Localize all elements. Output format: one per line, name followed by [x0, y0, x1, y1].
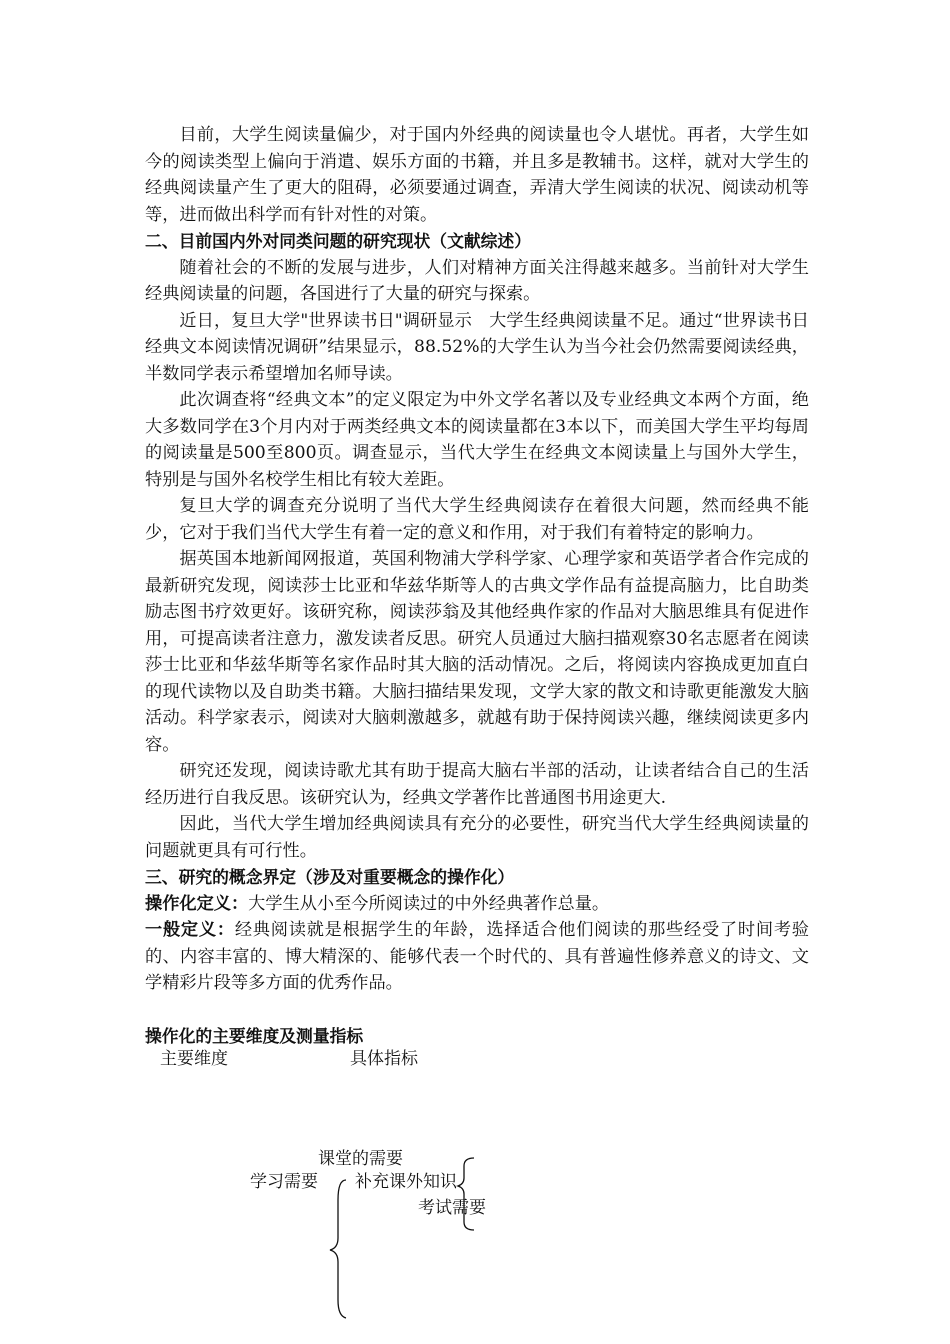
- large-brace-icon: [330, 1180, 346, 1318]
- operational-definition-text: 大学生从小至今所阅读过的中外经典著作总量。: [248, 893, 610, 914]
- intro-paragraph: 目前，大学生阅读量偏少，对于国内外经典的阅读量也令人堪忧。再者，大学生如今的阅读类型上偏向于消遣、娱乐方面的书籍，并且多是教辅书。这样，就对大学生的经典阅读量产生了更大的阻碍，必须要通过调查，弄清大学生阅读的状况、阅读动机等等，进而做出科学而有针对性的对策。: [145, 125, 809, 225]
- section-3-heading: 三、研究的概念界定（涉及对重要概念的操作化）: [145, 867, 515, 887]
- section-2-paragraph: 此次调查将“经典文本”的定义限定为中外文学名著以及专业经典文本两个方面，绝大多数同学在3个月内对于两类经典文本的阅读量都在3本以下，而美国大学生平均每周的阅读量是500至800页。调查显示，当代大学生在经典文本阅读量上与国外大学生，特别是与国外名校学生相比有较大差距。: [145, 390, 809, 490]
- small-brace-icon: [458, 1158, 474, 1230]
- dimension-item: 学习需要: [250, 1172, 318, 1192]
- section-2-paragraph: 因此，当代大学生增加经典阅读具有充分的必要性，研究当代大学生经典阅读量的问题就更具有可行性。: [145, 814, 809, 861]
- indicator-item: 课堂的需要: [318, 1149, 403, 1169]
- section-2-paragraph: 随着社会的不断的发展与进步，人们对精神方面关注得越来越多。当前针对大学生经典阅读量的问题，各国进行了大量的研究与探索。: [145, 257, 809, 304]
- column-header-dimension: 主要维度: [160, 1049, 228, 1069]
- operational-definition-label: 操作化定义：: [145, 893, 249, 914]
- section-2-paragraph: 据英国本地新闻网报道，英国利物浦大学科学家、心理学家和英语学者合作完成的最新研究发现，阅读莎士比亚和华兹华斯等人的古典文学作品有益提高脑力，比自助类励志图书疗效更好。该研究称，阅读莎翁及其他经典作家的作品对大脑思维具有促进作用，可提高读者注意力，激发读者反思。研究人员通过大脑扫描观察30名志愿者在阅读莎士比亚和华兹华斯等名家作品时其大脑的活动情况。之后，将阅读内容换成更加直白的现代读物以及自助类书籍。大脑扫描结果发现，文学大家的散文和诗歌更能激发大脑活动。科学家表示，阅读对大脑刺激越多，就越有助于保持阅读兴趣，继续阅读更多内容。: [145, 549, 809, 755]
- general-definition-text: 经典阅读就是根据学生的年龄，选择适合他们阅读的那些经受了时间考验的、内容丰富的、博大精深的、能够代表一个时代的、具有普遍性修养意义的诗文、文学精彩片段等多方面的优秀作品。: [145, 920, 809, 993]
- indicator-item: 考试需要: [418, 1198, 486, 1218]
- general-definition-label: 一般定义：: [145, 920, 235, 940]
- section-2-paragraph: 研究还发现，阅读诗歌尤其有助于提高大脑右半部的活动，让读者结合自己的生活经历进行自我反思。该研究认为，经典文学著作比普通图书用途更大.: [145, 761, 809, 808]
- section-2-paragraph: 近日，复旦大学"世界读书日"调研显示 大学生经典阅读量不足。通过“世界读书日经典文本阅读情况调研”结果显示，88.52%的大学生认为当今社会仍然需要阅读经典，半数同学表示希望增加名师导读。: [145, 310, 809, 384]
- section-2-paragraph: 复旦大学的调查充分说明了当代大学生经典阅读存在着很大问题，然而经典不能少，它对于我们当代大学生有着一定的意义和作用，对于我们有着特定的影响力。: [145, 496, 809, 543]
- indicator-item: 补充课外知识: [355, 1172, 457, 1192]
- dimensions-heading: 操作化的主要维度及测量指标: [145, 1025, 364, 1046]
- column-header-indicator: 具体指标: [350, 1049, 418, 1069]
- section-2-heading: 二、目前国内外对同类问题的研究现状（文献综述）: [145, 231, 531, 251]
